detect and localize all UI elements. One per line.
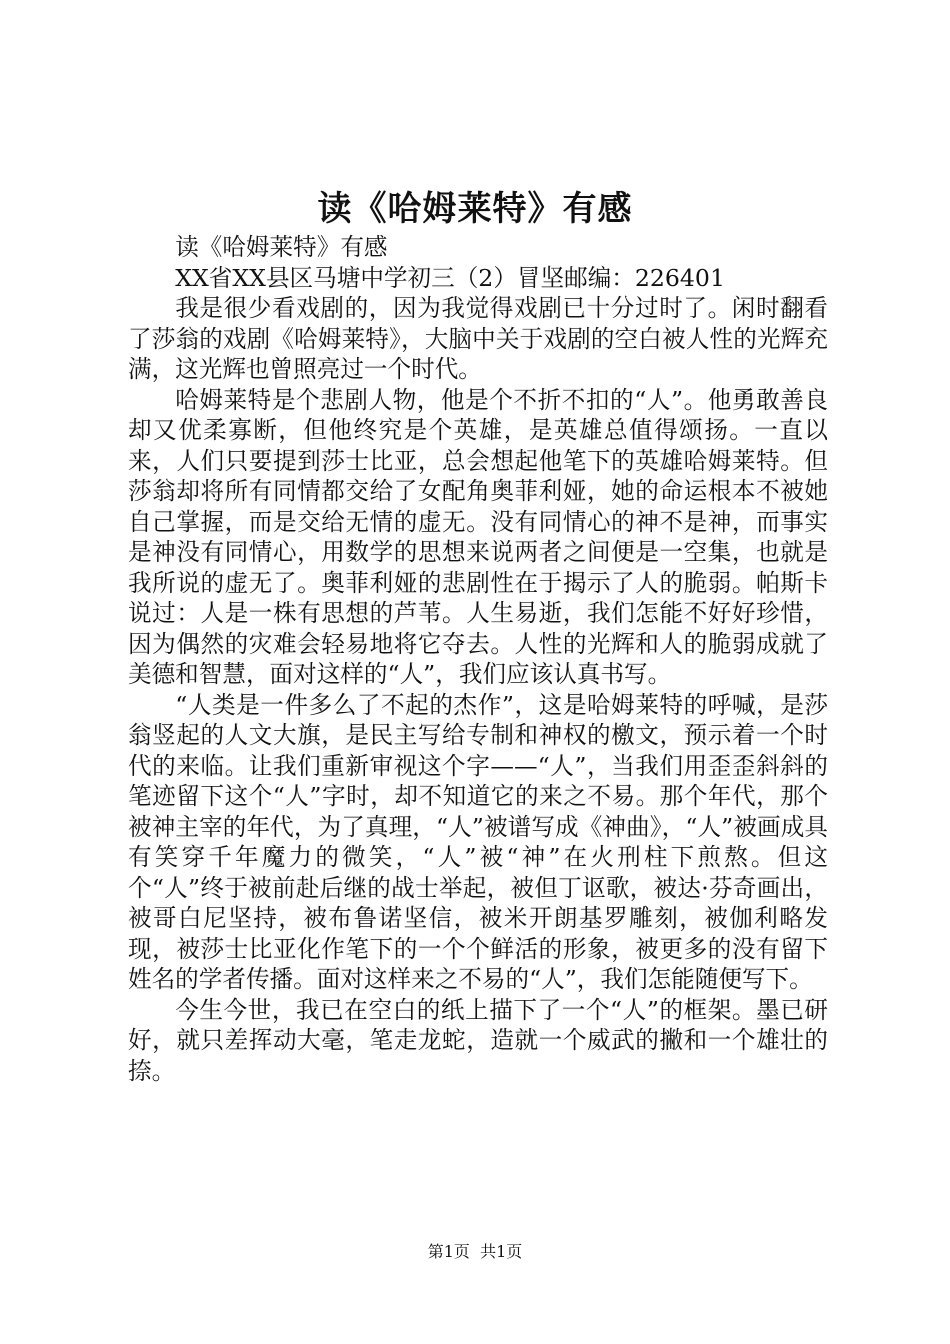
paragraph: “人类是一件多么了不起的杰作”，这是哈姆莱特的呼喊，是莎翁竖起的人文大旗，是民主写给专制和神权的檄文，预示着一个时代的来临。让我们重新审视这个字——“人”，当我们用歪歪斜斜的笔迹留下这个“人”字时，却不知道它的来之不易。那个年代，那个被神主宰的年代，为了真理，“人”被谱写成《神曲》，“人”被画成具有笑穿千年魔力的微笑，“人”被“神”在火刑柱下煎熬。但这个“人”终于被前赴后继的战士举起，被但丁讴歌，被达·芬奇画出，被哥白尼坚持，被布鲁诺坚信，被米开朗基罗雕刻，被伽利略发现，被莎士比亚化作笔下的一个个鲜活的形象，被更多的没有留下姓名的学者传播。面对这样来之不易的“人”，我们怎能随便写下。 [128,690,828,993]
paragraph: 今生今世，我已在空白的纸上描下了一个“人”的框架。墨已研好，就只差挥动大毫，笔走龙蛇，造就一个威武的撇和一个雄壮的捺。 [128,995,828,1085]
page-footer [0,1241,950,1263]
paragraph: 哈姆莱特是个悲剧人物，他是个不折不扣的“人”。他勇敢善良却又优柔寡断，但他终究是个英雄，是英雄总值得颂扬。一直以来，人们只要提到莎士比亚，总会想起他笔下的英雄哈姆莱特。但莎翁却将所有同情都交给了女配角奥菲利娅，她的命运根本不被她自己掌握，而是交给无情的虚无。没有同情心的神不是神，而事实是神没有同情心，用数学的思想来说两者之间便是一空集，也就是我所说的虚无了。奥菲利娅的悲剧性在于揭示了人的脆弱。帕斯卡说过：人是一株有思想的芦苇。人生易逝，我们怎能不好好珍惜，因为偶然的灾难会轻易地将它夺去。人性的光辉和人的脆弱成就了美德和智慧，面对这样的“人”，我们应该认真书写。 [128,385,828,688]
paragraph: 我是很少看戏剧的，因为我觉得戏剧已十分过时了。闲时翻看了莎翁的戏剧《哈姆莱特》，大脑中关于戏剧的空白被人性的光辉充满，这光辉也曾照亮过一个时代。 [128,294,828,383]
document-body [128,232,828,1086]
document-title: 读《哈姆莱特》有感 [317,189,633,229]
page-number: 第1页 共1页 [427,1242,523,1261]
subtitle-line: 读《哈姆莱特》有感 [175,233,388,261]
author-line: XX省XX县区马塘中学初三（2）冒坚邮编：226401 [175,263,725,292]
